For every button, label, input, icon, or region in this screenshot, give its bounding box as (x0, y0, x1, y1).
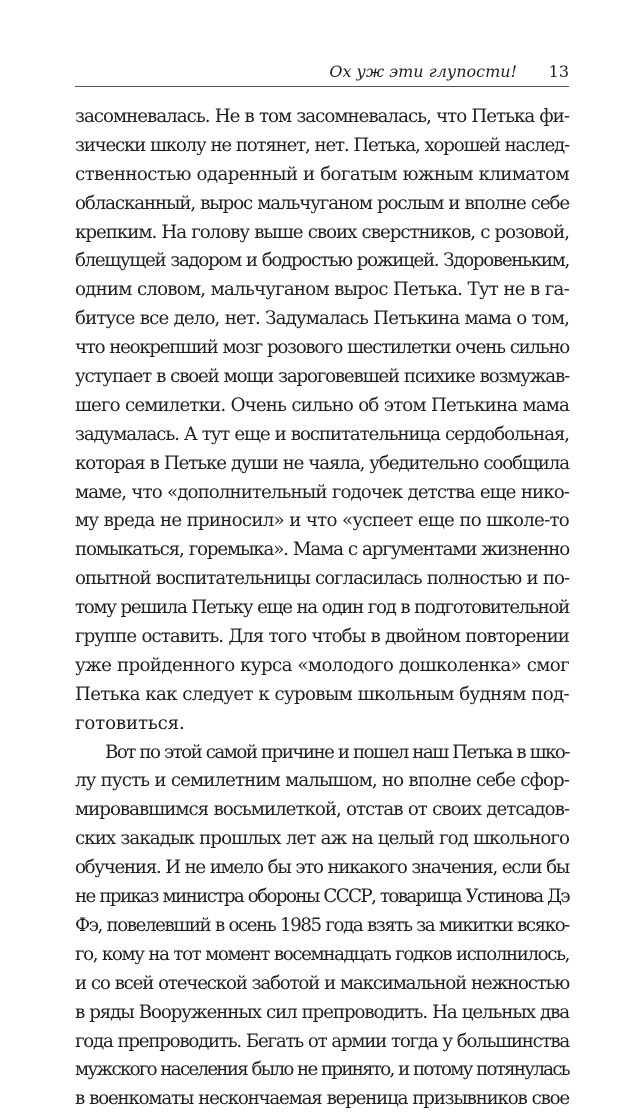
text-line: что неокрепший мозг розового шестилетки очень сильно (75, 337, 569, 359)
running-header (75, 52, 569, 87)
text-line: одним словом, мальчуганом вырос Петька. Тут не в га- (75, 279, 569, 301)
text-line: зически школу не потянет, нет. Петька, хорошей наслед- (75, 134, 569, 156)
text-line: не приказ министра обороны СССР, товарища Устинова Дэ (75, 886, 569, 908)
text-line: группе оставить. Для того чтобы в двойном повторении (75, 626, 569, 648)
text-line: опытной воспитательницы согласилась полностью и по- (75, 568, 569, 590)
text-line: му вреда не приносил» и что «успеет еще по школе-то (75, 510, 569, 532)
text-line: маме, что «дополнительный годочек детства еще нико- (75, 481, 569, 503)
text-line: мужского населения было не принято, и потому потянулась (75, 1059, 569, 1081)
text-line: которая в Петьке души не чаяла, убедительно сообщила (75, 452, 569, 474)
page-number: 13 (548, 62, 569, 81)
text-line: в ряды Вооруженных сил препроводить. На цельных два (75, 1001, 569, 1023)
text-line: Вот по этой самой причине и пошел наш Петька в шко- (105, 741, 569, 763)
text-line: уступает в своей мощи зароговевшей психике возмужав- (75, 366, 569, 388)
text-line: шего семилетки. Очень сильно об этом Петькина мама (75, 394, 569, 416)
text-line: Петька как следует к суровым школьным будням под- (75, 683, 569, 705)
text-line: обучения. И не имело бы это никакого значения, если бы (75, 857, 569, 879)
body-text (75, 103, 569, 1114)
text-line: засомневалась. Не в том засомневалась, что Петька фи- (75, 106, 569, 127)
text-line: уже пройденного курса «молодого дошколенка» смог (75, 654, 569, 676)
text-line: го, кому на тот момент восемнадцать годков исполнилось, (75, 943, 569, 965)
text-line: и со всей отеческой заботой и максимальной нежностью (75, 972, 569, 994)
text-line: лу пусть и семилетним малышом, но вполне себе сфор- (75, 770, 569, 792)
paragraph (75, 739, 569, 1114)
text-line: битусе все дело, нет. Задумалась Петькина мама о том, (75, 308, 569, 330)
text-line: ственностью одаренный и богатым южным климатом (75, 163, 569, 185)
text-line: готовиться. (75, 712, 185, 734)
text-line: задумалась. А тут еще и воспитательница сердобольная, (75, 423, 569, 445)
text-line: года препроводить. Бегать от армии тогда у большинства (75, 1030, 569, 1052)
text-line: крепким. На голову выше своих сверстников, с розовой, (75, 221, 569, 243)
text-line: Фэ, повелевший в осень 1985 года взять за микитки всяко- (75, 914, 569, 936)
text-line: мировавшимся восьмилеткой, отстав от своих детсадов- (75, 799, 569, 821)
text-line: ских закадык прошлых лет аж на целый год школьного (75, 828, 569, 850)
running-title: Ох уж эти глупости! (329, 62, 517, 81)
text-line: помыкаться, горемыка». Мама с аргументами жизненно (75, 539, 569, 561)
text-line: блещущей задором и бодростью рожицей. Здоровеньким, (75, 250, 569, 272)
paragraph (75, 103, 569, 739)
text-line: в военкоматы нескончаемая вереница призывников свое (75, 1088, 569, 1110)
text-line: обласканный, вырос мальчуганом рослым и вполне себе (75, 192, 569, 214)
text-line: тому решила Петьку еще на один год в подготовительной (75, 597, 569, 619)
